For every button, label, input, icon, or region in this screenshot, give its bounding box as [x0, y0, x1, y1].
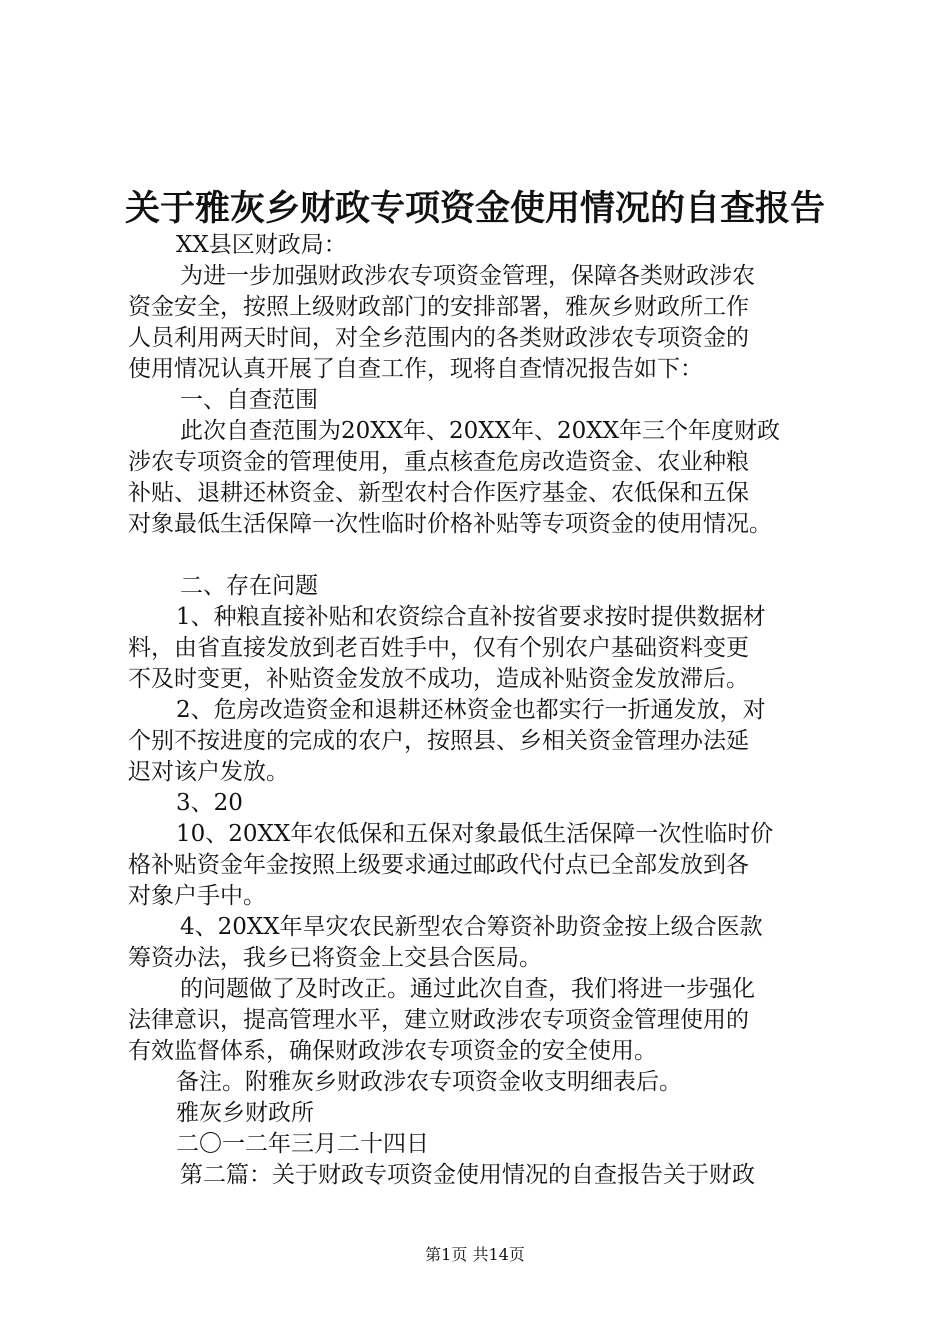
- paragraph-line: 2、危房改造资金和退耕还林资金也都实行一折通发放，对: [176, 697, 766, 723]
- paragraph-line: 资金安全，按照上级财政部门的安排部署，雅灰乡财政所工作: [128, 294, 749, 320]
- paragraph-line: 对象户手中。: [128, 883, 266, 909]
- paragraph-line: 补贴、退耕还林资金、新型农村合作医疗基金、农低保和五保: [128, 480, 749, 506]
- paragraph-line: 对象最低生活保障一次性临时价格补贴等专项资金的使用情况。: [128, 511, 772, 537]
- paragraph-line: 1、种粮直接补贴和农资综合直补按省要求按时提供数据材: [176, 604, 766, 630]
- paragraph-line: 法律意识，提高管理水平，建立财政涉农专项资金管理使用的: [128, 1007, 749, 1033]
- paragraph-line: 有效监督体系，确保财政涉农专项资金的安全使用。: [128, 1038, 657, 1064]
- paragraph-line: 不及时变更，补贴资金发放不成功，造成补贴资金发放滞后。: [128, 666, 749, 692]
- blank-line: [128, 540, 833, 571]
- signature-date: 二〇一二年三月二十四日: [176, 1131, 429, 1157]
- signature-org: 雅灰乡财政所: [176, 1100, 314, 1126]
- document-title: 关于雅灰乡财政专项资金使用情况的自查报告: [124, 188, 825, 229]
- paragraph-line: 筹资办法，我乡已将资金上交县合医局。: [128, 945, 542, 971]
- paragraph-line: 人员利用两天时间，对全乡范围内的各类财政涉农专项资金的: [128, 325, 749, 351]
- salutation: XX县区财政局：: [176, 232, 347, 258]
- section-heading: 二、存在问题: [180, 573, 318, 599]
- paragraph-line: 个别不按进度的完成的农户，按照县、乡相关资金管理办法延: [128, 728, 749, 754]
- paragraph-line: 涉农专项资金的管理使用，重点核查危房改造资金、农业种粮: [128, 449, 749, 475]
- section-heading: 一、自查范围: [180, 387, 318, 413]
- page-footer: 第1页 共14页: [425, 1245, 525, 1264]
- paragraph-line: 料，由省直接发放到老百姓手中，仅有个别农户基础资料变更: [128, 635, 749, 661]
- paragraph-line: 格补贴资金年金按照上级要求通过邮政代付点已全部发放到各: [128, 852, 749, 878]
- paragraph-line: 使用情况认真开展了自查工作，现将自查情况报告如下：: [128, 356, 703, 382]
- paragraph-line: 的问题做了及时改正。通过此次自查，我们将进一步强化: [180, 976, 755, 1002]
- paragraph-line: 迟对该户发放。: [128, 759, 289, 785]
- paragraph-line: 为进一步加强财政涉农专项资金管理，保障各类财政涉农: [180, 263, 755, 289]
- paragraph-line: 此次自查范围为20XX年、20XX年、20XX年三个年度财政: [180, 418, 781, 444]
- next-section-line: 第二篇：关于财政专项资金使用情况的自查报告关于财政: [180, 1162, 755, 1188]
- note-line: 备注。附雅灰乡财政涉农专项资金收支明细表后。: [176, 1069, 682, 1095]
- paragraph-line: 3、20: [176, 790, 243, 816]
- paragraph-line: 4、20XX年旱灾农民新型农合筹资补助资金按上级合医款: [180, 914, 763, 940]
- paragraph-line: 10、20XX年农低保和五保对象最低生活保障一次性临时价: [176, 821, 774, 847]
- document-body: [128, 230, 833, 1191]
